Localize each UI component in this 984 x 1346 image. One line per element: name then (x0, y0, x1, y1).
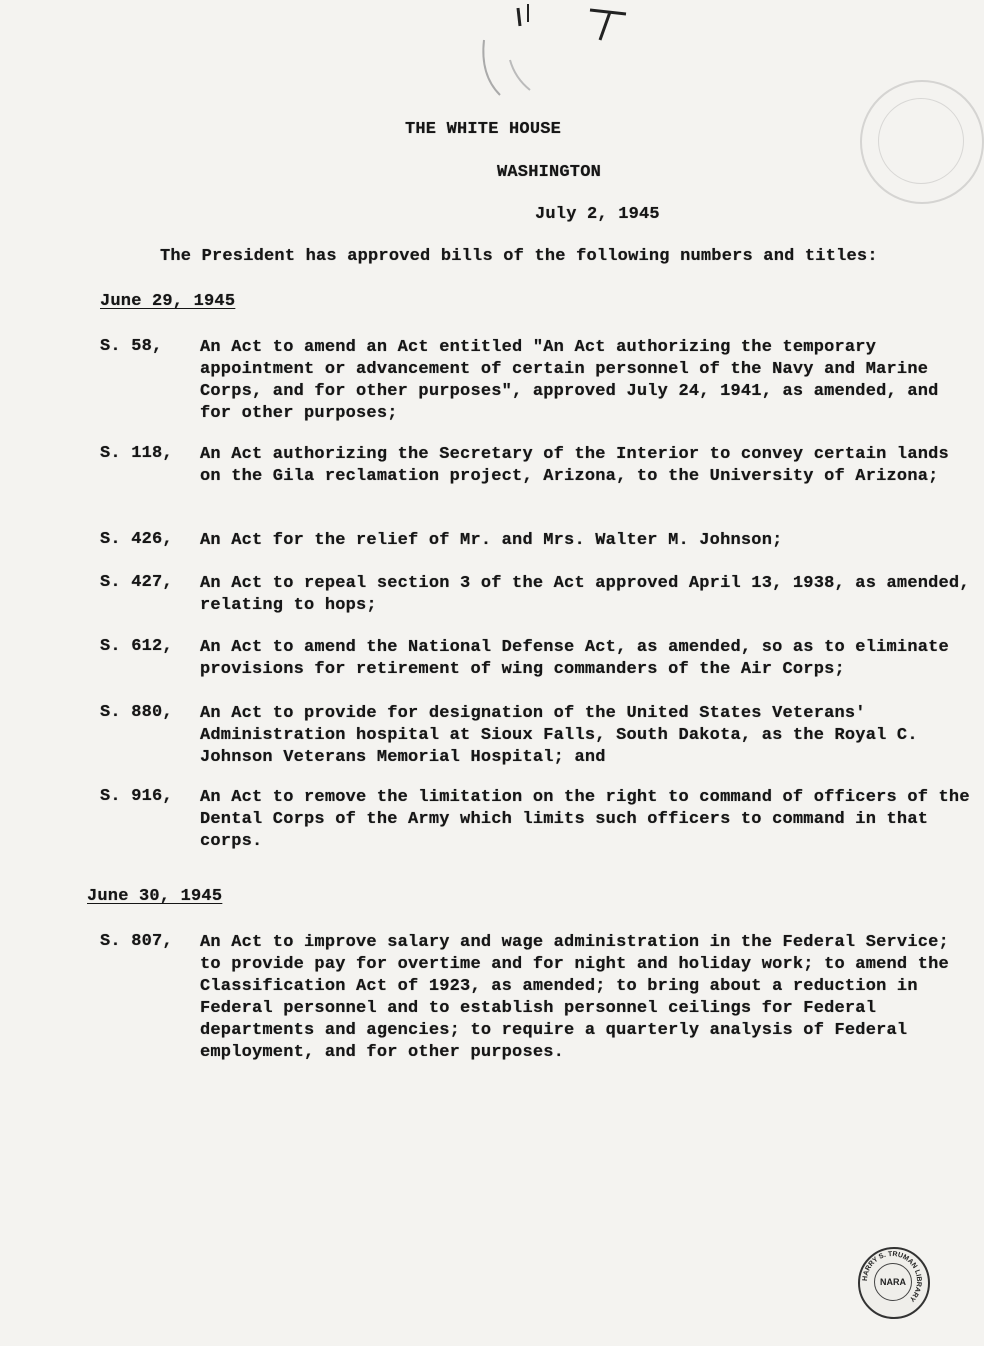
bill-title: An Act authorizing the Secretary of the Interior to convey certain lands on the Gila reclamation project, Arizona, to the University of Arizona; (200, 445, 949, 486)
seal-text: HARRY S. TRUMAN LIBRARY (861, 1250, 923, 1303)
bill-title: An Act to repeal section 3 of the Act approved April 13, 1938, as amended, relating to hops; (200, 574, 970, 615)
library-seal (858, 1247, 930, 1319)
bill-title: An Act to amend the National Defense Act, as amended, so as to eliminate provisions for retirement of wing commanders of the Air Corps; (200, 638, 949, 679)
header-date: July 2, 1945 (535, 205, 660, 224)
bill-number: S. 807, (100, 932, 173, 951)
seal-inner-text: NARA (874, 1263, 912, 1301)
bill-number: S. 58, (100, 337, 163, 356)
faint-library-stamp-inner (878, 98, 964, 184)
bill-title: An Act to amend an Act entitled "An Act authorizing the temporary appointment or advancement of certain personnel of the Navy and Marine Corps, and for other purposes", approved July 24, 1941, as amended, and for other purposes; (200, 338, 939, 423)
intro-text: The President has approved bills of the following numbers and titles: (160, 247, 878, 266)
header-org: THE WHITE HOUSE (405, 120, 562, 139)
bill-title: An Act to remove the limitation on the right to command of officers of the Dental Corps of the Army which limits such officers to command in that corps. (200, 788, 970, 851)
bill-number: S. 427, (100, 573, 173, 592)
handwritten-marks (470, 0, 670, 110)
bill-title: An Act for the relief of Mr. and Mrs. Walter M. Johnson; (200, 531, 783, 550)
bill-number: S. 426, (100, 530, 173, 549)
bill-title: An Act to provide for designation of the United States Veterans' Administration hospital at Sioux Falls, South Dakota, as the Royal C. Johnson Veterans Memorial Hospital; and (200, 704, 918, 767)
section-date-june-29: June 29, 1945 (100, 292, 236, 311)
bill-number: S. 118, (100, 444, 173, 463)
header-city: WASHINGTON (497, 163, 602, 182)
bill-number: S. 880, (100, 703, 173, 722)
faint-library-stamp (860, 80, 984, 204)
bill-title: An Act to improve salary and wage administration in the Federal Service; to provide pay for overtime and for night and holiday work; to amend the Classification Act of 1923, as amended; to bring about a reduction in Federal personnel and to establish personnel ceilings for Federal departments and agencies; to require a quarterly analysis of Federal employment, and for other purposes. (200, 933, 949, 1062)
bill-number: S. 612, (100, 637, 173, 656)
bill-number: S. 916, (100, 787, 173, 806)
section-date-june-30: June 30, 1945 (87, 887, 223, 906)
